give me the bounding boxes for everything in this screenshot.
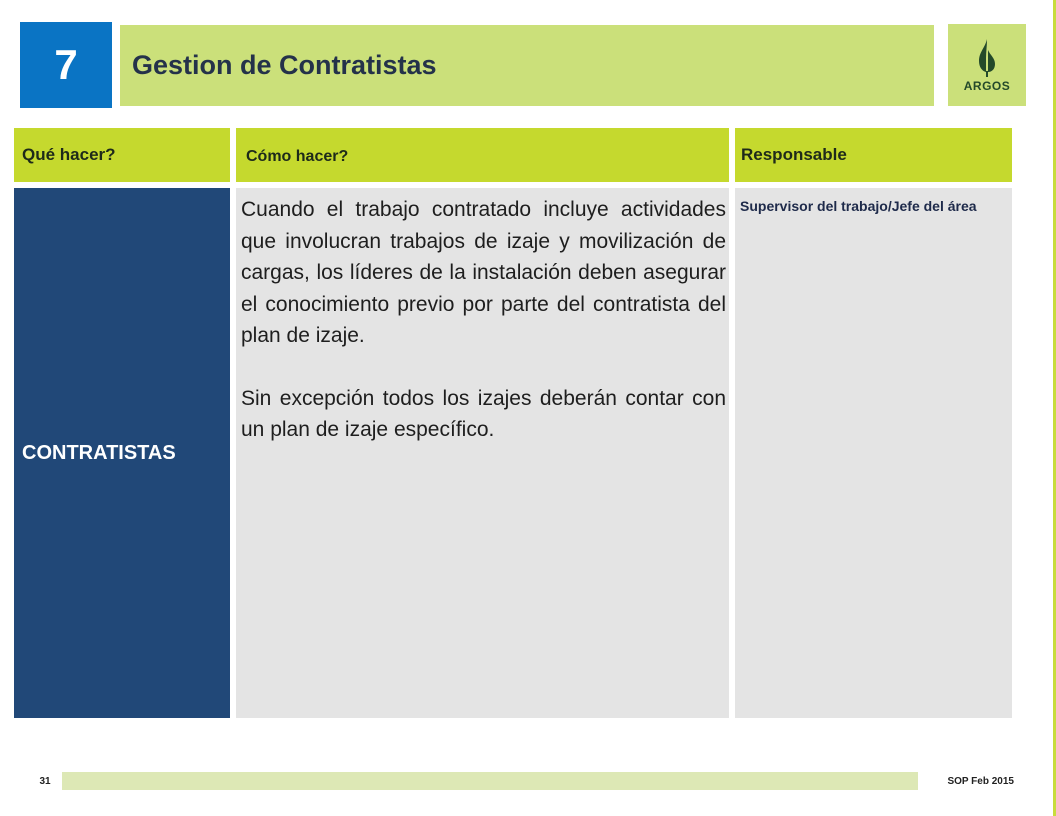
- column-header-how-label: Cómo hacer?: [246, 148, 349, 165]
- page-number: [28, 772, 62, 790]
- title-bar: [120, 25, 934, 106]
- how-cell: [236, 188, 729, 718]
- column-header-what-label: Qué hacer?: [22, 145, 116, 164]
- responsible-cell: [735, 188, 1012, 718]
- how-paragraph-2: Sin excepción todos los izajes deberán contar con un plan de izaje específico.: [241, 386, 726, 441]
- page-number-text: 31: [39, 775, 51, 787]
- column-header-what: [14, 128, 230, 182]
- argos-logo-icon: [972, 38, 1002, 78]
- section-number: 7: [54, 41, 78, 88]
- logo-text: ARGOS: [963, 78, 1011, 93]
- footer-bar: [28, 772, 1026, 790]
- how-paragraph-1: Cuando el trabajo contratado incluye actividades que involucran trabajos de izaje y movilización de cargas, los líderes de la instalación deben asegurar el conocimiento previo por parte del contratista del plan de izaje.: [241, 198, 726, 347]
- page-title: Gestion de Contratistas: [132, 50, 437, 80]
- column-header-how: [236, 128, 729, 182]
- what-cell: [14, 188, 230, 718]
- responsible-text: Supervisor del trabajo/Jefe del área: [740, 198, 977, 214]
- argos-logo: [948, 24, 1026, 106]
- what-cell-text: CONTRATISTAS: [22, 441, 176, 464]
- footer-label-text: SOP Feb 2015: [947, 775, 1014, 787]
- column-header-responsible: [735, 128, 1012, 182]
- section-number-badge: [20, 22, 112, 108]
- column-header-responsible-label: Responsable: [741, 145, 847, 164]
- footer-label: [918, 772, 1026, 790]
